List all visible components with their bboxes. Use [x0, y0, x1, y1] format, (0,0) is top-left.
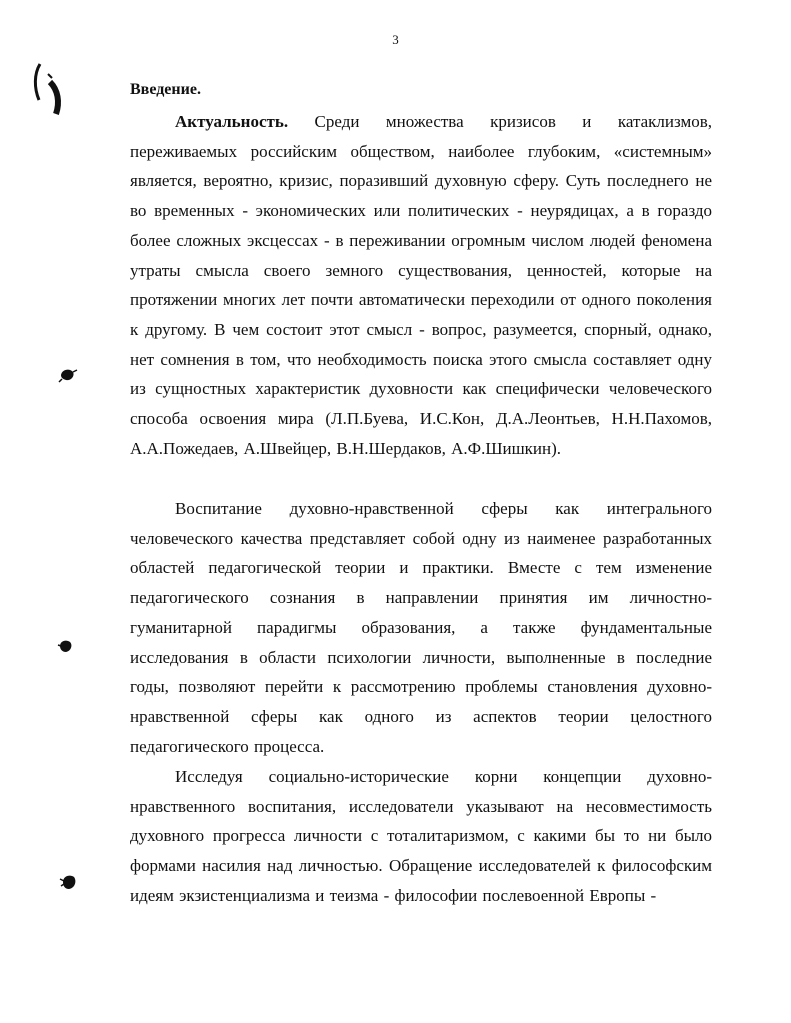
hole-punch-mark	[58, 872, 80, 892]
paragraph	[130, 494, 712, 761]
paragraph	[130, 762, 712, 911]
page-number: 3	[392, 32, 399, 47]
paragraph-text: Среди множества кризисов и катаклизмов, переживаемых российским обществом, наиболее глубоким, «системным» является, вероятно, кризис, поразивший духовную сферу. Суть последнего не во временных - экономических или политических - неурядицах, а в гораздо более сложных эксцессах - в переживании огромным числом людей феномена утраты смысла своего земного существования, ценностей, которые на протяжении многих лет почти автоматически переходили от одного поколения к другому. В чем состоит этот смысл - вопрос, разумеется, спорный, однако, нет сомнения в том, что необходимость поиска этого смысла составляет одну из сущностных характеристик духовности как специфически человеческого способа освоения мира (Л.П.Буева, И.С.Кон, Д.А.Леонтьев, Н.Н.Пахомов, А.А.Пожедаев, А.Швейцер, В.Н.Шердаков, А.Ф.Шишкин).	[130, 112, 712, 458]
binding-mark	[30, 60, 70, 120]
hole-punch-mark	[56, 637, 76, 655]
paragraph-text: Воспитание духовно-нравственной сферы как интегрального человеческого качества представляет собой одну из наименее разработанных областей педагогической теории и практики. Вместе с тем изменение педагогического сознания в направлении принятия им личностно-гуманитарной парадигмы образования, а также фундаментальные исследования в области психологии личности, выполненные в последние годы, позволяют перейти к рассмотрению проблемы становления духовно-нравственной сферы как одного из аспектов теории целостного педагогического процесса.	[130, 499, 712, 756]
paragraph	[130, 107, 712, 463]
paragraph-text: Исследуя социально-исторические корни концепции духовно-нравственного воспитания, исследователи указывают на несовместимость духовного прогресса личности с тоталитаризмом, с какими бы то ни было формами насилия над личностью. Обращение исследователей к философским идеям экзистенциализма и теизма - философии послевоенной Европы -	[130, 767, 712, 905]
hole-punch-mark	[58, 366, 78, 384]
paragraph-lead: Актуальность.	[175, 112, 289, 131]
section-heading: Введение.	[130, 81, 201, 98]
